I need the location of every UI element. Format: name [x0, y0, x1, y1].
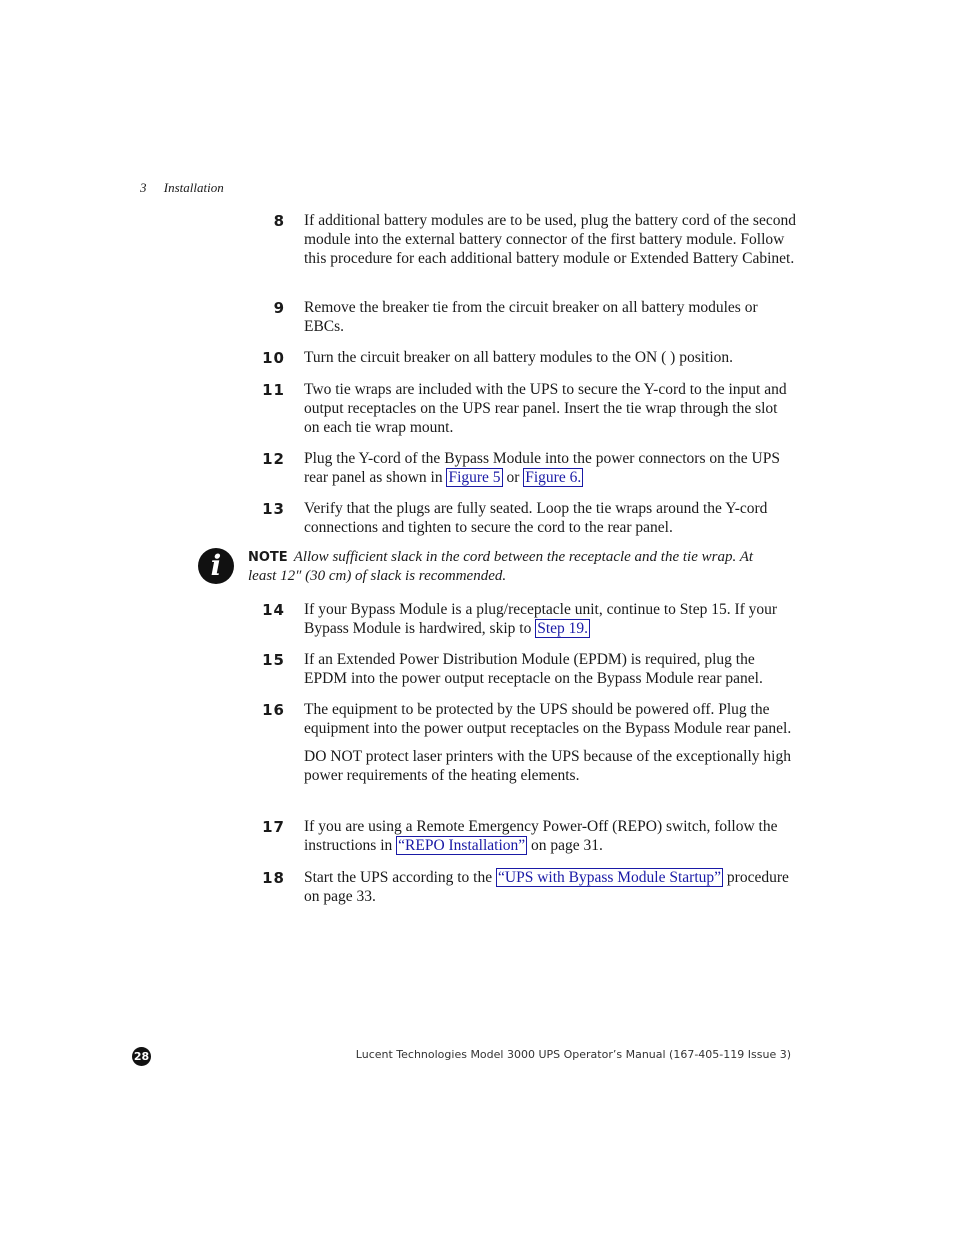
step-number: 11	[262, 381, 285, 399]
step-number: 17	[262, 818, 285, 836]
step-text: If your Bypass Module is a plug/receptacle unit, continue to Step 15. If your Bypass Module is hardwired, skip to Step 19.	[304, 601, 778, 637]
step-text: Remove the breaker tie from the circuit breaker on all battery modules or EBCs.	[304, 299, 758, 335]
step-number: 8	[273, 212, 285, 230]
step-19-link[interactable]: Step 19.	[537, 620, 589, 637]
footer-text: Lucent Technologies Model 3000 UPS Operator’s Manual (167-405-119 Issue 3)	[355, 1048, 791, 1061]
ups-startup-link[interactable]: “UPS with Bypass Module Startup”	[498, 869, 722, 886]
repo-installation-link[interactable]: “REPO Installation”	[398, 837, 526, 854]
chapter-number: 3	[140, 180, 147, 195]
chapter-title: Installation	[163, 180, 224, 195]
step-number: 15	[262, 651, 285, 669]
figure-6-link[interactable]: Figure 6.	[525, 469, 582, 486]
step-text: Verify that the plugs are fully seated. Loop the tie wraps around the Y-cord connections and tighten to secure the cord to the rear panel.	[304, 500, 768, 536]
step-number: 12	[262, 450, 285, 468]
step-text: Plug the Y-cord of the Bypass Module into the power connectors on the UPS rear panel as shown in Figure 5 or Figure 6.	[304, 450, 780, 486]
info-icon: i	[198, 548, 234, 584]
step-text: Start the UPS according to the “UPS with Bypass Module Startup” procedure on page 33.	[304, 869, 789, 905]
figure-5-link[interactable]: Figure 5	[448, 469, 501, 486]
page-number: 28	[132, 1047, 151, 1066]
step-number: 14	[262, 601, 285, 619]
step-number: 9	[273, 299, 285, 317]
step-text: Two tie wraps are included with the UPS to secure the Y-cord to the input and output receptacles on the UPS rear panel. Insert the tie wrap through the slot on each tie wrap mount.	[304, 381, 787, 436]
step-number: 16	[262, 701, 285, 719]
step-number: 13	[262, 500, 285, 518]
step-number: 10	[262, 349, 285, 367]
step-text: The equipment to be protected by the UPS should be powered off. Plug the equipment into the power output receptacles on the Bypass Module rear panel. DO NOT protect laser printers with the UPS because of the exceptionally high power requirements of the heating elements.	[304, 701, 792, 784]
note-text: NOTE Allow sufficient slack in the cord between the receptacle and the tie wrap. At least 12″ (30 cm) of slack is recommended.	[248, 549, 754, 584]
step-text: If an Extended Power Distribution Module (EPDM) is required, plug the EPDM into the power output receptacle on the Bypass Module rear panel.	[304, 651, 763, 687]
step-text: If you are using a Remote Emergency Power-Off (REPO) switch, follow the instructions in “REPO Installation” on page 31.	[304, 818, 778, 854]
step-text: Turn the circuit breaker on all battery modules to the ON ( ) position.	[304, 349, 734, 366]
note-label: NOTE	[248, 550, 288, 565]
step-number: 18	[262, 869, 285, 887]
running-head	[140, 180, 224, 196]
step-text: If additional battery modules are to be used, plug the battery cord of the second module into the external battery connector of the first battery module. Follow this procedure for each additional battery module or Extended Battery Cabinet.	[304, 212, 796, 267]
